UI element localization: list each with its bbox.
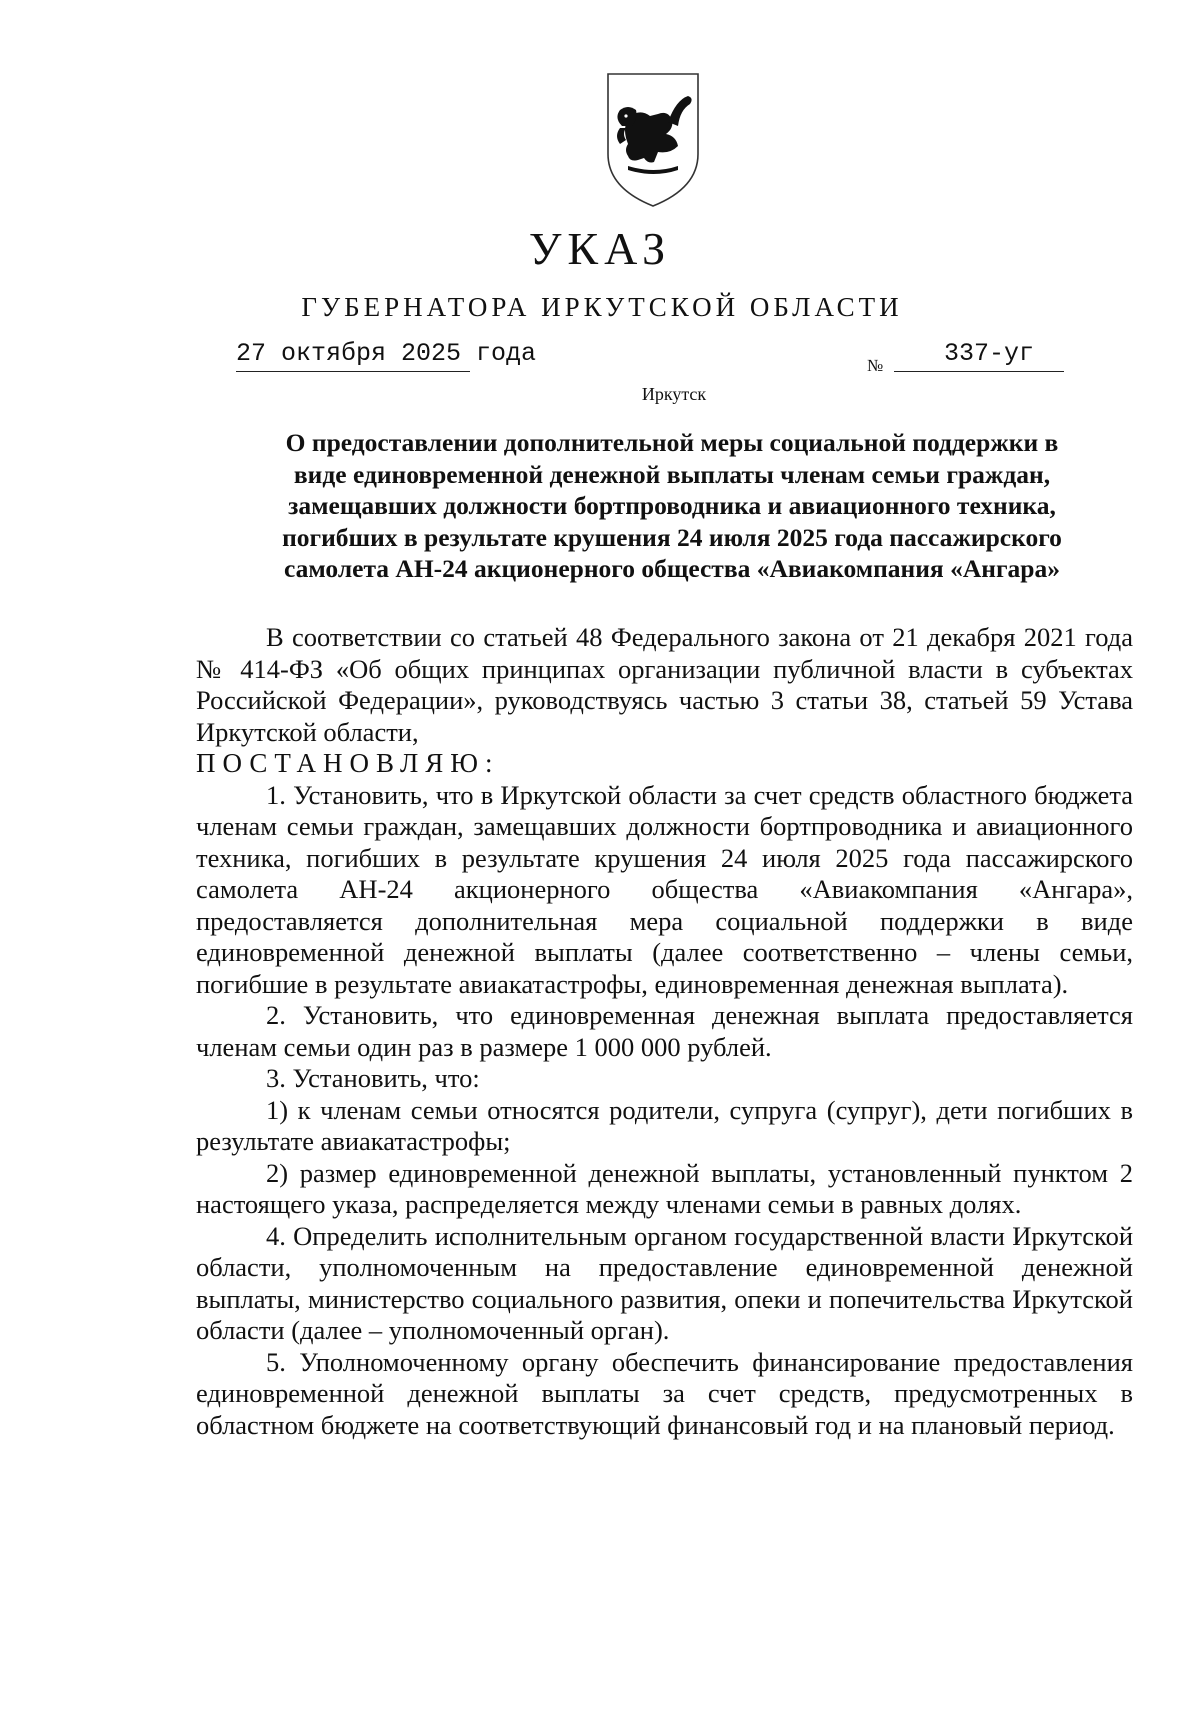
paragraph-3: 3. Установить, что: xyxy=(266,1063,480,1093)
paragraph-1: 1. Установить, что в Иркутской области за счет средств областного бюджета членам семьи граждан, замещавших должности бортпроводника и авиационного техника, погибших в результате крушения 24 июля 2025 года пассажирского самолета АН-24 акционерного общества «Авиакомпания «Ангара», предоставляется дополнительная мера социальной поддержки в виде единовременной денежной выплаты (далее соответственно – члены семьи, погибшие в результате авиакатастрофы, единовременная денежная выплата). xyxy=(196,779,1133,999)
irkutsk-coat-of-arms-icon xyxy=(604,70,702,210)
paragraph-2: 2. Установить, что единовременная денежная выплата предоставляется членам семьи один раз в размере 1 000 000 рублей. xyxy=(196,1000,1133,1062)
document-number: 337-уг xyxy=(944,339,1035,368)
preamble: В соответствии со статьей 48 Федерального закона от 21 декабря 2021 года № 414-ФЗ «Об общих принципах организации публичной власти в субъектах Российской Федерации», руководствуясь частью 3 статьи 38, статьей 59 Устава Иркутской области, xyxy=(196,622,1133,747)
number-sign: № xyxy=(867,356,884,375)
paragraph-3-2: 2) размер единовременной денежной выплаты, установленный пунктом 2 настоящего указа, распределяется между членами семьи в равных долях. xyxy=(196,1157,1133,1219)
paragraph-4: 4. Определить исполнительным органом государственной власти Иркутской области, уполномоченным на предоставление единовременной денежной выплаты, министерство социального развития, опеки и попечительства Иркутской области (далее – уполномоченный орган). xyxy=(196,1220,1133,1345)
issue-city: Иркутск xyxy=(641,384,707,404)
document-type: УКАЗ xyxy=(528,223,672,274)
title-line: самолета АН-24 акционерного общества «Авиакомпания «Ангара» xyxy=(284,554,1060,584)
paragraph-5: 5. Уполномоченному органу обеспечить финансирование предоставления единовременной денежной выплаты за счет средств, предусмотренных в областном бюджете на соответствующий финансовый год и на плановый период. xyxy=(196,1346,1133,1440)
issuer-title: ГУБЕРНАТОРА ИРКУТСКОЙ ОБЛАСТИ xyxy=(301,292,903,322)
title-line: погибших в результате крушения 24 июля 2025 года пассажирского xyxy=(282,522,1062,552)
document-title xyxy=(228,427,1116,585)
title-line: О предоставлении дополнительной меры социальной поддержки в xyxy=(285,428,1059,457)
document-body xyxy=(196,622,1133,1441)
title-line: виде единовременной денежной выплаты членам семьи граждан, xyxy=(293,459,1051,489)
decree-word: ПОСТАНОВЛЯЮ: xyxy=(196,748,500,778)
paragraph-3-1: 1) к членам семьи относятся родители, супруга (супруг), дети погибших в результате авиакатастрофы; xyxy=(196,1094,1133,1156)
document-date: 27 октября 2025 года xyxy=(236,339,537,368)
title-line: замещавших должности бортпроводника и авиационного техника, xyxy=(288,491,1056,521)
